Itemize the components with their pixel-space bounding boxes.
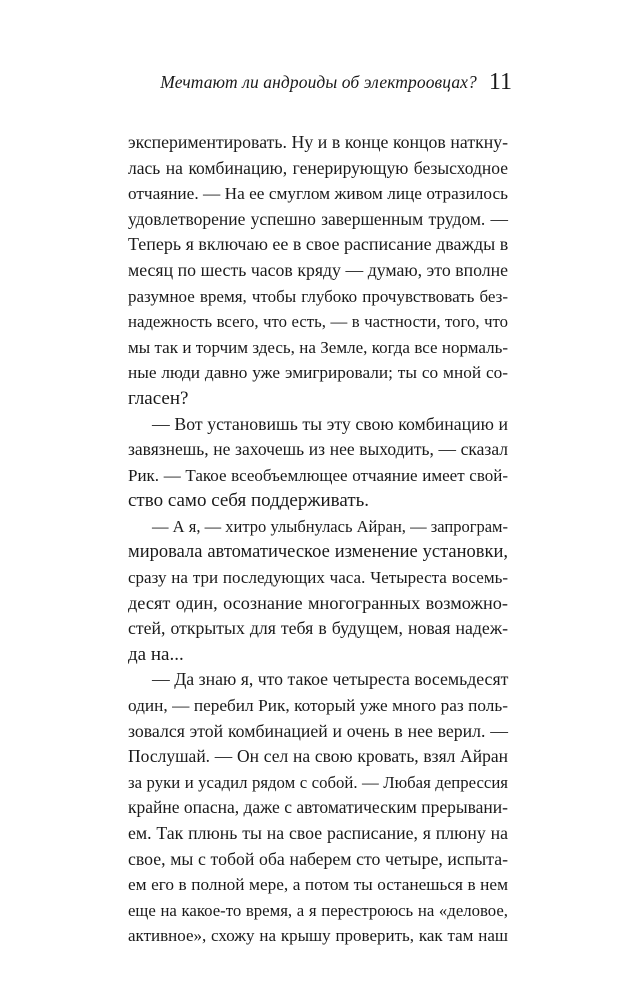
text-line: ем его в полной мере, а потом ты останешься в нем: [128, 875, 508, 895]
text-line: месяц по шесть часов кряду — думаю, это вполне: [128, 259, 508, 280]
text-line: Теперь я включаю ее в свое расписание дважды в: [128, 234, 509, 255]
text-line: удовлетворение успешно завершенным трудом. —: [128, 208, 508, 229]
text-line: стей, открытых для тебя в будущем, новая надеж-: [128, 618, 508, 639]
text-line: — Вот установишь ты эту свою комбинацию и: [152, 413, 508, 434]
text-line: отчаяние. — На ее смуглом живом лице отразилось: [128, 184, 508, 204]
text-line: крайне опасна, даже с автоматическим прерывани-: [128, 797, 508, 818]
text-line: ем. Так плюнь ты на свое расписание, я плюну на: [128, 823, 508, 844]
text-line: сразу на три последующих часа. Четыреста восемь-: [128, 568, 508, 588]
text-line: завязнешь, не захочешь из нее выходить, — сказал: [128, 439, 508, 460]
text-line: зовался этой комбинацией и очень в нее верил. —: [128, 720, 508, 741]
text-line: ство само себя поддерживать.: [128, 490, 370, 512]
text-line: активное», схожу на крышу проверить, как там наш: [128, 926, 508, 946]
text-line: экспериментировать. Ну и в конце концов наткну-: [128, 132, 508, 152]
text-line: разумное время, чтобы глубоко прочувствовать без-: [128, 286, 508, 306]
text-line: еще на какое-то время, а я перестроюсь на «деловое,: [128, 900, 508, 920]
text-line: гласен?: [128, 387, 189, 409]
text-line: да на...: [128, 643, 184, 665]
text-line: мировала автоматическое изменение установки,: [128, 541, 508, 562]
text-line: — А я, — хитро улыбнулась Айран, — запрограм-: [152, 516, 508, 536]
text-line: Послушай. — Он сел на свою кровать, взял Айран: [128, 746, 508, 767]
running-head: [122, 68, 512, 96]
text-line: за руки и усадил рядом с собой. — Любая депрессия: [128, 772, 508, 792]
page-number: 11: [488, 69, 512, 95]
body-text: [128, 130, 508, 949]
text-line: надежность всего, что есть, — в частности, того, что: [128, 312, 508, 332]
text-line: мы так и торчим здесь, на Земле, когда все нормаль-: [128, 337, 508, 357]
text-line: свое, мы с тобой оба наберем сто четыре, испыта-: [128, 848, 508, 869]
text-line: Рик. — Такое всеобъемлющее отчаяние имеет свой-: [128, 465, 508, 485]
book-title: Мечтают ли андроиды об электроовцах?: [160, 72, 477, 92]
text-line: десят один, осознание многогранных возможно-: [128, 592, 508, 613]
text-line: один, — перебил Рик, который уже много раз поль-: [128, 696, 508, 716]
text-line: — Да знаю я, что такое четыреста восемьдесят: [152, 669, 509, 690]
text-line: лась на комбинацию, генерирующую безысходное: [128, 157, 508, 178]
text-line: ные люди давно уже эмигрировали; ты со мной со-: [128, 363, 508, 383]
